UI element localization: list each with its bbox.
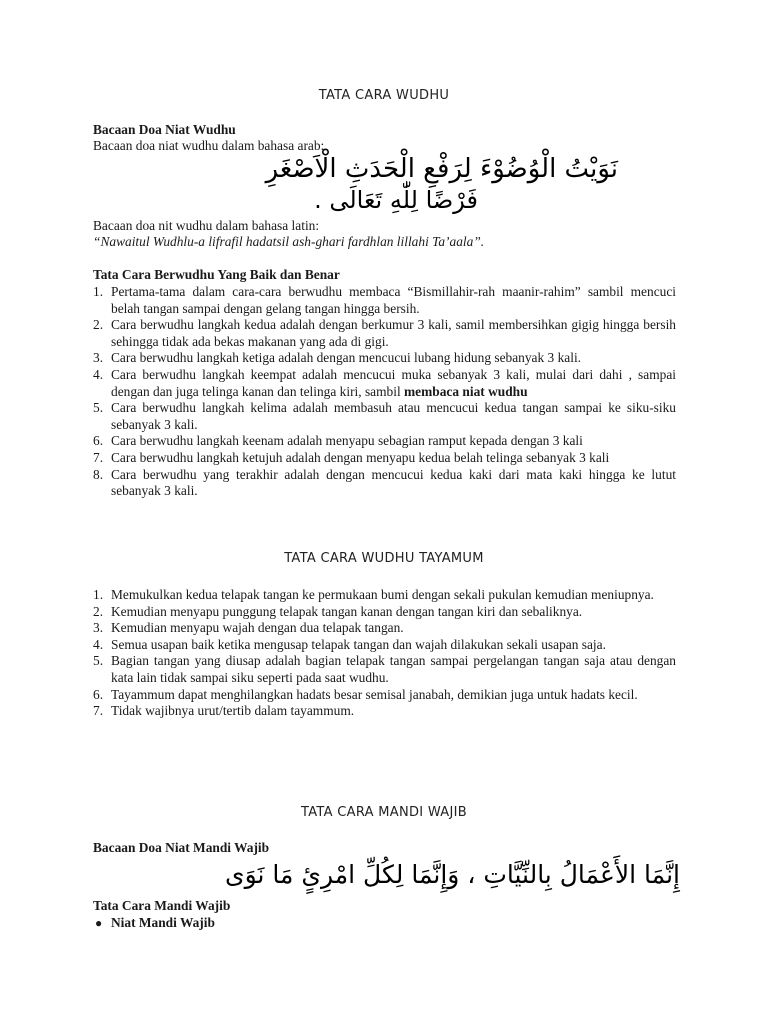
arabic-niat-wudhu-line1: نَوَيْتُ الْوُضُوْءَ لِرَفْعِ الْحَدَثِ الْاَصْغَرِ <box>265 154 618 184</box>
list-item: 6. Cara berwudhu langkah keenam adalah menyapu sebagian ramput kepada dengan 3 kali <box>93 433 583 449</box>
niat-wudhu-heading: Bacaan Doa Niat Wudhu <box>93 122 236 137</box>
latin-niat-text: “Nawaitul Wudhlu-a lifrafil hadatsil ash-ghari fardhlan lillahi Ta’aala”. <box>93 234 485 249</box>
list-item: 7. Tidak wajibnya urut/tertib dalam tayammum. <box>93 703 355 719</box>
mandi-steps-list <box>93 915 676 932</box>
list-item: 3. Kemudian menyapu wajah dengan dua telapak tangan. <box>93 620 404 636</box>
list-item: 5. Bagian tangan yang diusap adalah bagian telapak tangan sampai pergelangan tangan saja atau dengan kata lain tidak sampai siku seperti pada saat wudhu. <box>93 653 676 685</box>
latin-intro-text: Bacaan doa nit wudhu dalam bahasa latin: <box>93 218 320 233</box>
list-item: 2. Kemudian menyapu punggung telapak tangan kanan dengan tangan kiri dan sebaliknya. <box>93 603 583 619</box>
section-title-tayamum: TATA CARA WUDHU TAYAMUM <box>284 551 484 566</box>
list-item: 4. Semua usapan baik ketika mengusap telapak tangan dan wajah dilakukan sekali usapan saja. <box>93 636 606 652</box>
mandi-steps-heading: Tata Cara Mandi Wajib <box>93 898 231 913</box>
list-item: ● Niat Mandi Wajib <box>95 915 215 930</box>
tayamum-steps-list <box>93 587 676 720</box>
list-item: 7. Cara berwudhu langkah ketujuh adalah dengan menyapu kedua belah telinga sebanyak 3 kali <box>93 449 610 465</box>
list-item: 1. Memukulkan kedua telapak tangan ke permukaan bumi dengan sekali pukulan kemudian meniupnya. <box>93 587 654 602</box>
niat-mandi-heading: Bacaan Doa Niat Mandi Wajib <box>93 840 270 855</box>
arabic-niat-wudhu-line2: فَرْضًا لِلّٰهِ تَعَالَى . <box>314 186 478 214</box>
wudhu-steps-list <box>93 284 676 500</box>
section-title-wudhu: TATA CARA WUDHU <box>318 88 450 103</box>
arab-intro-text: Bacaan doa niat wudhu dalam bahasa arab: <box>93 138 325 153</box>
list-item: 8. Cara berwudhu yang terakhir adalah dengan mencucui kedua kaki dari mata kaki hingga ke lutut sebanyak 3 kali. <box>93 466 676 499</box>
list-item: 2. Cara berwudhu langkah kedua adalah dengan berkumur 3 kali, samil membersihkan gigig hingga bersih sehingga tidak ada bekas makanan yang ada di gigi. <box>93 317 676 349</box>
list-item: 1. Pertama-tama dalam cara-cara berwudhu membaca “Bismillahir-rah maanir-rahim” sambil mencuci belah tangan sampai dengan gelang tangan hingga bersih. <box>93 284 676 316</box>
bold-phrase: membaca niat wudhu <box>404 383 528 399</box>
bullet-icon: ● <box>95 916 103 930</box>
list-item: 6. Tayammum dapat menghilangkan hadats besar semisal janabah, demikian juga untuk hadats kecil. <box>93 686 638 702</box>
section-title-mandi-wajib: TATA CARA MANDI WAJIB <box>300 805 467 820</box>
wudhu-steps-heading: Tata Cara Berwudhu Yang Baik dan Benar <box>93 267 340 282</box>
list-item: 3. Cara berwudhu langkah ketiga adalah dengan mencucui lubang hidung sebanyak 3 kali. <box>93 350 582 366</box>
arabic-niat-mandi: إِنَّمَا الأَعْمَالُ بِالنِّيَّاتِ ، وَإِنَّمَا لِكُلِّ امْرِئٍ مَا نَوَى <box>225 860 680 889</box>
list-item: 5. Cara berwudhu langkah kelima adalah membasuh atau mencucui kedua tangan sampai ke siku-siku sebanyak 3 kali. <box>93 400 676 432</box>
list-item: 4. Cara berwudhu langkah keempat adalah mencucui muka sebanyak 3 kali, mulai dari dahi , sampai dengan dan juga telinga kanan dan telinga kiri, sambil membaca niat wudhu <box>93 366 676 399</box>
